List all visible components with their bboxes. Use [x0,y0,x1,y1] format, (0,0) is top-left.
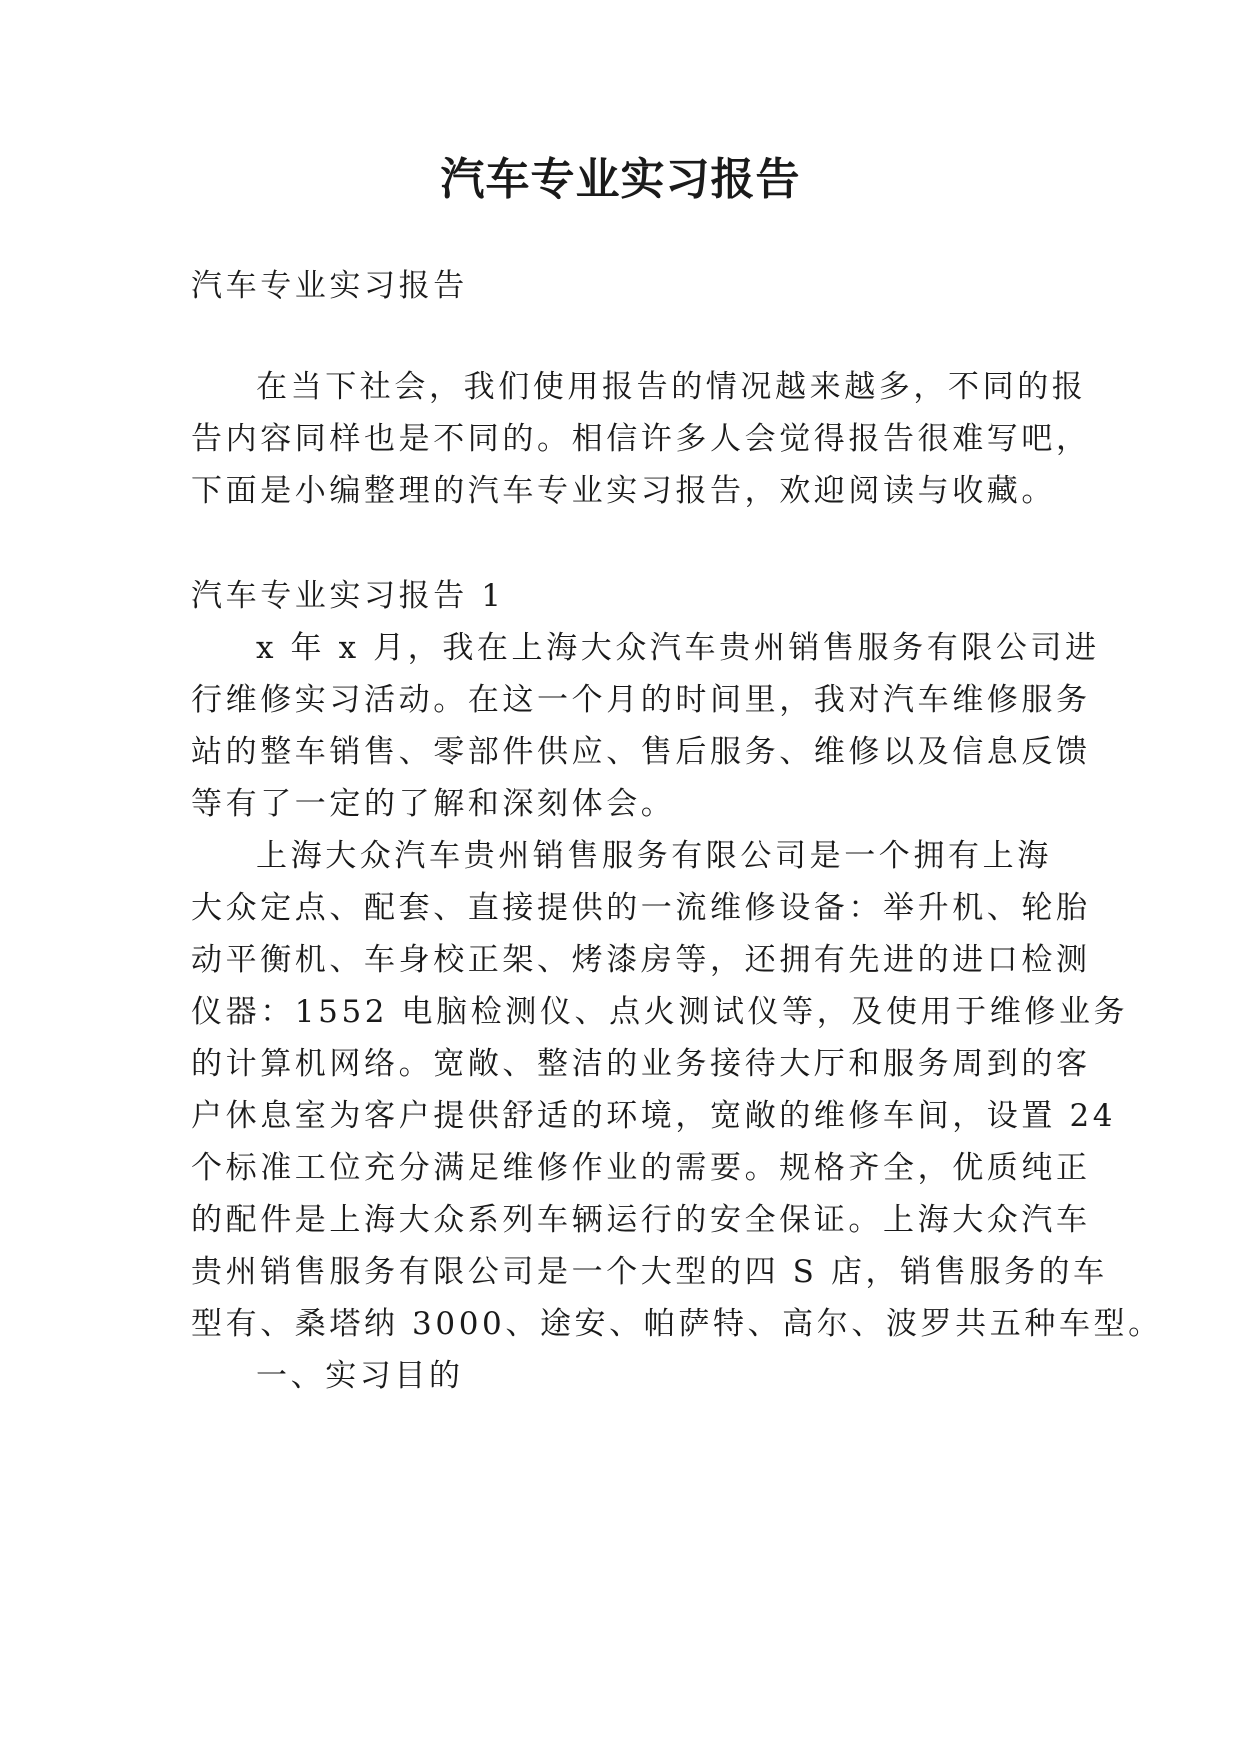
paragraph-line: 仪器：1552 电脑检测仪、点火测试仪等，及使用于维修业务 [191,994,1129,1030]
paragraph-line: 的计算机网络。宽敞、整洁的业务接待大厅和服务周到的客 [191,1046,1091,1082]
paragraph-line: 动平衡机、车身校正架、烤漆房等，还拥有先进的进口检测 [191,942,1091,978]
paragraph-line: 站的整车销售、零部件供应、售后服务、维修以及信息反馈 [191,734,1091,770]
section-heading: 汽车专业实习报告 1 [191,578,505,614]
paragraph-line: 贵州销售服务有限公司是一个大型的四 S 店，销售服务的车 [191,1254,1108,1290]
paragraph-line: 的配件是上海大众系列车辆运行的安全保证。上海大众汽车 [191,1202,1091,1238]
intro-line: 在当下社会，我们使用报告的情况越来越多，不同的报 [256,369,1087,405]
paragraph-line: 型有、桑塔纳 3000、途安、帕萨特、高尔、波罗共五种车型。 [191,1306,1163,1342]
paragraph-line: 等有了一定的了解和深刻体会。 [191,786,676,822]
paragraph-line: x 年 x 月，我在上海大众汽车贵州销售服务有限公司进 [256,630,1100,666]
intro-line: 告内容同样也是不同的。相信许多人会觉得报告很难写吧， [191,421,1091,457]
subheading: 一、实习目的 [256,1358,464,1394]
paragraph-line: 行维修实习活动。在这一个月的时间里，我对汽车维修服务 [191,682,1091,718]
document-subtitle: 汽车专业实习报告 [191,268,468,304]
paragraph-line: 上海大众汽车贵州销售服务有限公司是一个拥有上海 [256,838,1052,874]
paragraph-line: 大众定点、配套、直接提供的一流维修设备：举升机、轮胎 [191,890,1091,926]
paragraph-line: 户休息室为客户提供舒适的环境，宽敞的维修车间，设置 24 [191,1098,1117,1134]
document-title: 汽车专业实习报告 [440,154,801,205]
paragraph-line: 个标准工位充分满足维修作业的需要。规格齐全，优质纯正 [191,1150,1091,1186]
intro-line: 下面是小编整理的汽车专业实习报告，欢迎阅读与收藏。 [191,473,1056,509]
